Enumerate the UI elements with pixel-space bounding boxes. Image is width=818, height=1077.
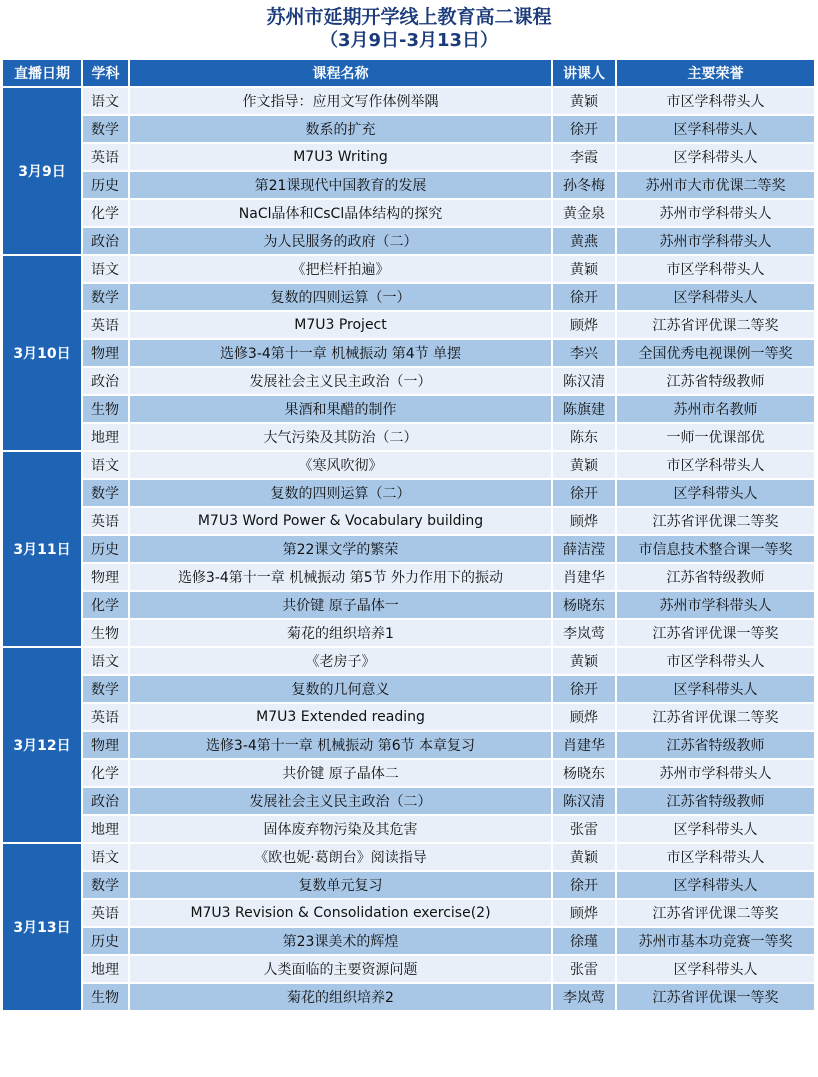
- course-cell: 《把栏杆拍遍》: [130, 256, 551, 282]
- schedule-table: [1, 58, 816, 1012]
- subject-cell: 化学: [83, 760, 128, 786]
- course-cell: 菊花的组织培养1: [130, 620, 551, 646]
- teacher-cell: 徐瑾: [553, 928, 615, 954]
- subject-cell: 地理: [83, 816, 128, 842]
- teacher-cell: 孙冬梅: [553, 172, 615, 198]
- teacher-cell: 张雷: [553, 956, 615, 982]
- subject-cell: 物理: [83, 732, 128, 758]
- honor-cell: 全国优秀电视课例一等奖: [617, 340, 814, 366]
- course-cell: 发展社会主义民主政治（二）: [130, 788, 551, 814]
- table-row: [3, 172, 814, 198]
- honor-cell: 江苏省特级教师: [617, 368, 814, 394]
- honor-cell: 江苏省特级教师: [617, 788, 814, 814]
- honor-cell: 市区学科带头人: [617, 844, 814, 870]
- subject-cell: 语文: [83, 88, 128, 114]
- date-cell: 3月12日: [3, 648, 81, 842]
- subject-cell: 物理: [83, 564, 128, 590]
- teacher-cell: 黄颖: [553, 648, 615, 674]
- header-subject: 学科: [83, 60, 128, 86]
- subject-cell: 英语: [83, 144, 128, 170]
- teacher-cell: 陈旗建: [553, 396, 615, 422]
- honor-cell: 区学科带头人: [617, 676, 814, 702]
- teacher-cell: 李岚莺: [553, 620, 615, 646]
- table-row: [3, 284, 814, 310]
- course-cell: 果酒和果醋的制作: [130, 396, 551, 422]
- teacher-cell: 黄燕: [553, 228, 615, 254]
- teacher-cell: 杨晓东: [553, 592, 615, 618]
- subject-cell: 地理: [83, 424, 128, 450]
- subject-cell: 历史: [83, 536, 128, 562]
- honor-cell: 市区学科带头人: [617, 256, 814, 282]
- header-row: [3, 60, 814, 86]
- honor-cell: 苏州市名教师: [617, 396, 814, 422]
- table-row: [3, 88, 814, 114]
- course-cell: M7U3 Extended reading: [130, 704, 551, 730]
- teacher-cell: 徐开: [553, 480, 615, 506]
- course-cell: 选修3-4第十一章 机械振动 第5节 外力作用下的振动: [130, 564, 551, 590]
- table-row: [3, 340, 814, 366]
- teacher-cell: 李霞: [553, 144, 615, 170]
- table-row: [3, 200, 814, 226]
- teacher-cell: 肖建华: [553, 564, 615, 590]
- course-cell: 大气污染及其防治（二）: [130, 424, 551, 450]
- subject-cell: 历史: [83, 928, 128, 954]
- table-row: [3, 144, 814, 170]
- table-row: [3, 872, 814, 898]
- table-row: [3, 592, 814, 618]
- subject-cell: 化学: [83, 200, 128, 226]
- table-row: [3, 564, 814, 590]
- subject-cell: 物理: [83, 340, 128, 366]
- schedule-body: [3, 88, 814, 1010]
- course-cell: 菊花的组织培养2: [130, 984, 551, 1010]
- course-cell: M7U3 Writing: [130, 144, 551, 170]
- honor-cell: 市区学科带头人: [617, 452, 814, 478]
- table-row: [3, 480, 814, 506]
- honor-cell: 市区学科带头人: [617, 88, 814, 114]
- subject-cell: 政治: [83, 368, 128, 394]
- honor-cell: 区学科带头人: [617, 116, 814, 142]
- table-row: [3, 508, 814, 534]
- subject-cell: 生物: [83, 984, 128, 1010]
- course-cell: 《寒风吹彻》: [130, 452, 551, 478]
- course-cell: 第22课文学的繁荣: [130, 536, 551, 562]
- honor-cell: 江苏省特级教师: [617, 564, 814, 590]
- subject-cell: 英语: [83, 704, 128, 730]
- header-honor: 主要荣誉: [617, 60, 814, 86]
- subject-cell: 英语: [83, 312, 128, 338]
- teacher-cell: 李兴: [553, 340, 615, 366]
- honor-cell: 一师一优课部优: [617, 424, 814, 450]
- subject-cell: 生物: [83, 620, 128, 646]
- table-row: [3, 984, 814, 1010]
- teacher-cell: 杨晓东: [553, 760, 615, 786]
- header-course: 课程名称: [130, 60, 551, 86]
- subject-cell: 语文: [83, 452, 128, 478]
- teacher-cell: 黄金泉: [553, 200, 615, 226]
- teacher-cell: 陈汉清: [553, 788, 615, 814]
- course-cell: 《欧也妮·葛朗台》阅读指导: [130, 844, 551, 870]
- course-cell: 选修3-4第十一章 机械振动 第6节 本章复习: [130, 732, 551, 758]
- subject-cell: 英语: [83, 508, 128, 534]
- course-cell: 第21课现代中国教育的发展: [130, 172, 551, 198]
- course-cell: 数系的扩充: [130, 116, 551, 142]
- header-date: 直播日期: [3, 60, 81, 86]
- table-row: [3, 760, 814, 786]
- course-cell: 共价键 原子晶体二: [130, 760, 551, 786]
- table-row: [3, 116, 814, 142]
- course-cell: 第23课美术的辉煌: [130, 928, 551, 954]
- table-row: [3, 844, 814, 870]
- teacher-cell: 顾烨: [553, 508, 615, 534]
- subject-cell: 历史: [83, 172, 128, 198]
- honor-cell: 区学科带头人: [617, 816, 814, 842]
- table-row: [3, 704, 814, 730]
- honor-cell: 苏州市学科带头人: [617, 760, 814, 786]
- honor-cell: 市区学科带头人: [617, 648, 814, 674]
- title-main: 苏州市延期开学线上教育高二课程: [266, 6, 552, 28]
- teacher-cell: 李岚莺: [553, 984, 615, 1010]
- course-cell: M7U3 Project: [130, 312, 551, 338]
- table-row: [3, 228, 814, 254]
- title-date-range: （3月9日-3月13日）: [319, 30, 499, 51]
- table-row: [3, 816, 814, 842]
- teacher-cell: 张雷: [553, 816, 615, 842]
- honor-cell: 区学科带头人: [617, 872, 814, 898]
- table-row: [3, 956, 814, 982]
- subject-cell: 政治: [83, 788, 128, 814]
- teacher-cell: 黄颖: [553, 256, 615, 282]
- date-cell: 3月13日: [3, 844, 81, 1010]
- teacher-cell: 黄颖: [553, 452, 615, 478]
- teacher-cell: 陈东: [553, 424, 615, 450]
- course-cell: 作文指导：应用文写作体例举隅: [130, 88, 551, 114]
- teacher-cell: 顾烨: [553, 704, 615, 730]
- honor-cell: 江苏省评优课二等奖: [617, 312, 814, 338]
- honor-cell: 区学科带头人: [617, 284, 814, 310]
- subject-cell: 地理: [83, 956, 128, 982]
- date-cell: 3月10日: [3, 256, 81, 450]
- course-cell: 固体废弃物污染及其危害: [130, 816, 551, 842]
- honor-cell: 苏州市学科带头人: [617, 228, 814, 254]
- table-row: [3, 424, 814, 450]
- teacher-cell: 黄颖: [553, 88, 615, 114]
- course-cell: 选修3-4第十一章 机械振动 第4节 单摆: [130, 340, 551, 366]
- subject-cell: 数学: [83, 872, 128, 898]
- honor-cell: 江苏省评优课二等奖: [617, 508, 814, 534]
- teacher-cell: 陈汉清: [553, 368, 615, 394]
- teacher-cell: 顾烨: [553, 312, 615, 338]
- honor-cell: 市信息技术整合课一等奖: [617, 536, 814, 562]
- subject-cell: 英语: [83, 900, 128, 926]
- teacher-cell: 徐开: [553, 116, 615, 142]
- subject-cell: 语文: [83, 648, 128, 674]
- teacher-cell: 徐开: [553, 284, 615, 310]
- course-cell: 人类面临的主要资源问题: [130, 956, 551, 982]
- teacher-cell: 肖建华: [553, 732, 615, 758]
- table-row: [3, 368, 814, 394]
- honor-cell: 区学科带头人: [617, 956, 814, 982]
- table-row: [3, 648, 814, 674]
- teacher-cell: 徐开: [553, 676, 615, 702]
- teacher-cell: 徐开: [553, 872, 615, 898]
- honor-cell: 苏州市基本功竞赛一等奖: [617, 928, 814, 954]
- subject-cell: 数学: [83, 480, 128, 506]
- date-cell: 3月11日: [3, 452, 81, 646]
- subject-cell: 生物: [83, 396, 128, 422]
- subject-cell: 政治: [83, 228, 128, 254]
- honor-cell: 江苏省评优课一等奖: [617, 984, 814, 1010]
- course-cell: 为人民服务的政府（二）: [130, 228, 551, 254]
- honor-cell: 苏州市大市优课二等奖: [617, 172, 814, 198]
- honor-cell: 区学科带头人: [617, 480, 814, 506]
- course-cell: 复数的四则运算（一）: [130, 284, 551, 310]
- table-row: [3, 396, 814, 422]
- table-row: [3, 452, 814, 478]
- page-title: [0, 0, 818, 58]
- honor-cell: 江苏省特级教师: [617, 732, 814, 758]
- course-cell: M7U3 Revision & Consolidation exercise(2): [130, 900, 551, 926]
- course-cell: 复数的几何意义: [130, 676, 551, 702]
- table-row: [3, 732, 814, 758]
- date-cell: 3月9日: [3, 88, 81, 254]
- table-row: [3, 928, 814, 954]
- teacher-cell: 黄颖: [553, 844, 615, 870]
- table-row: [3, 312, 814, 338]
- honor-cell: 区学科带头人: [617, 144, 814, 170]
- course-cell: 复数的四则运算（二）: [130, 480, 551, 506]
- honor-cell: 江苏省评优课一等奖: [617, 620, 814, 646]
- course-cell: NaCl晶体和CsCl晶体结构的探究: [130, 200, 551, 226]
- subject-cell: 数学: [83, 284, 128, 310]
- subject-cell: 化学: [83, 592, 128, 618]
- course-cell: 发展社会主义民主政治（一）: [130, 368, 551, 394]
- subject-cell: 数学: [83, 116, 128, 142]
- honor-cell: 苏州市学科带头人: [617, 200, 814, 226]
- course-cell: 共价键 原子晶体一: [130, 592, 551, 618]
- header-teacher: 讲课人: [553, 60, 615, 86]
- subject-cell: 语文: [83, 844, 128, 870]
- teacher-cell: 顾烨: [553, 900, 615, 926]
- table-row: [3, 900, 814, 926]
- course-cell: 《老房子》: [130, 648, 551, 674]
- subject-cell: 数学: [83, 676, 128, 702]
- honor-cell: 苏州市学科带头人: [617, 592, 814, 618]
- honor-cell: 江苏省评优课二等奖: [617, 704, 814, 730]
- table-row: [3, 788, 814, 814]
- subject-cell: 语文: [83, 256, 128, 282]
- table-row: [3, 536, 814, 562]
- teacher-cell: 薛洁滢: [553, 536, 615, 562]
- honor-cell: 江苏省评优课二等奖: [617, 900, 814, 926]
- course-cell: 复数单元复习: [130, 872, 551, 898]
- course-cell: M7U3 Word Power & Vocabulary building: [130, 508, 551, 534]
- table-row: [3, 256, 814, 282]
- table-row: [3, 620, 814, 646]
- table-row: [3, 676, 814, 702]
